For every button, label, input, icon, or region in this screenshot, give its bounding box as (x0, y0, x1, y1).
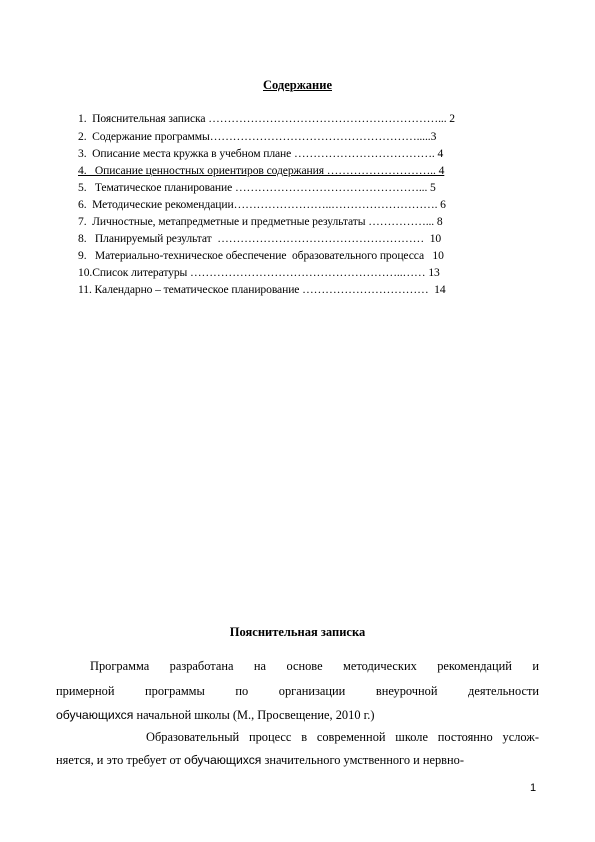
paragraph-1-line-1 (56, 659, 539, 674)
paragraph-text: Программа разработана на основе методических рекомендаций и (90, 659, 539, 673)
paragraph-2-line-1 (56, 730, 539, 745)
toc-item-11: 11. Календарно – тематическое планирование …………………………… 14 (78, 283, 446, 296)
paragraph-1-line-2 (56, 684, 539, 699)
toc-item-6: 6. Методические рекомендации……………………..………………………. 6 (78, 198, 446, 211)
paragraph-1-line-3 (56, 708, 539, 723)
toc-item-8: 8. Планируемый результат ……………………………………………… 10 (78, 232, 442, 245)
toc-item-4: 4. Описание ценностных ориентиров содержания ……………………….. 4 (78, 164, 445, 177)
toc-title: Содержание (262, 78, 332, 92)
paragraph-text: примерной программы по организации внеурочной деятельности (56, 684, 539, 698)
paragraph-text: начальной школы (М., Просвещение, 2010 г.) (133, 708, 375, 722)
toc-item-3: 3. Описание места кружка в учебном плане ………………………………. 4 (78, 147, 444, 160)
paragraph-2-line-2 (56, 753, 539, 768)
toc-item-10: 10.Список литературы ………………………………………………..…… 13 (78, 266, 440, 279)
page-number: 1 (530, 782, 537, 794)
toc-item-5: 5. Тематическое планирование …………………………………………... 5 (78, 181, 436, 194)
toc-item-9: 9. Материально-техническое обеспечение образовательного процесса 10 (78, 249, 444, 262)
paragraph-text-sans: обучающихся (184, 753, 262, 767)
toc-item-2: 2. Содержание программы……………………………………………….....3 (78, 130, 437, 143)
paragraph-text: значительного умственного и нервно- (261, 753, 464, 767)
toc-item-7: 7. Личностные, метапредметные и предметные результаты ……………... 8 (78, 215, 443, 228)
toc-item-1: 1. Пояснительная записка ……………………………………………………... 2 (78, 112, 455, 125)
paragraph-text-sans: обучающихся (56, 708, 134, 722)
section-title: Пояснительная записка (229, 625, 366, 639)
paragraph-text: няется, и это требует от (56, 753, 185, 767)
paragraph-text: Образовательный процесс в современной школе постоянно услож- (146, 730, 539, 744)
